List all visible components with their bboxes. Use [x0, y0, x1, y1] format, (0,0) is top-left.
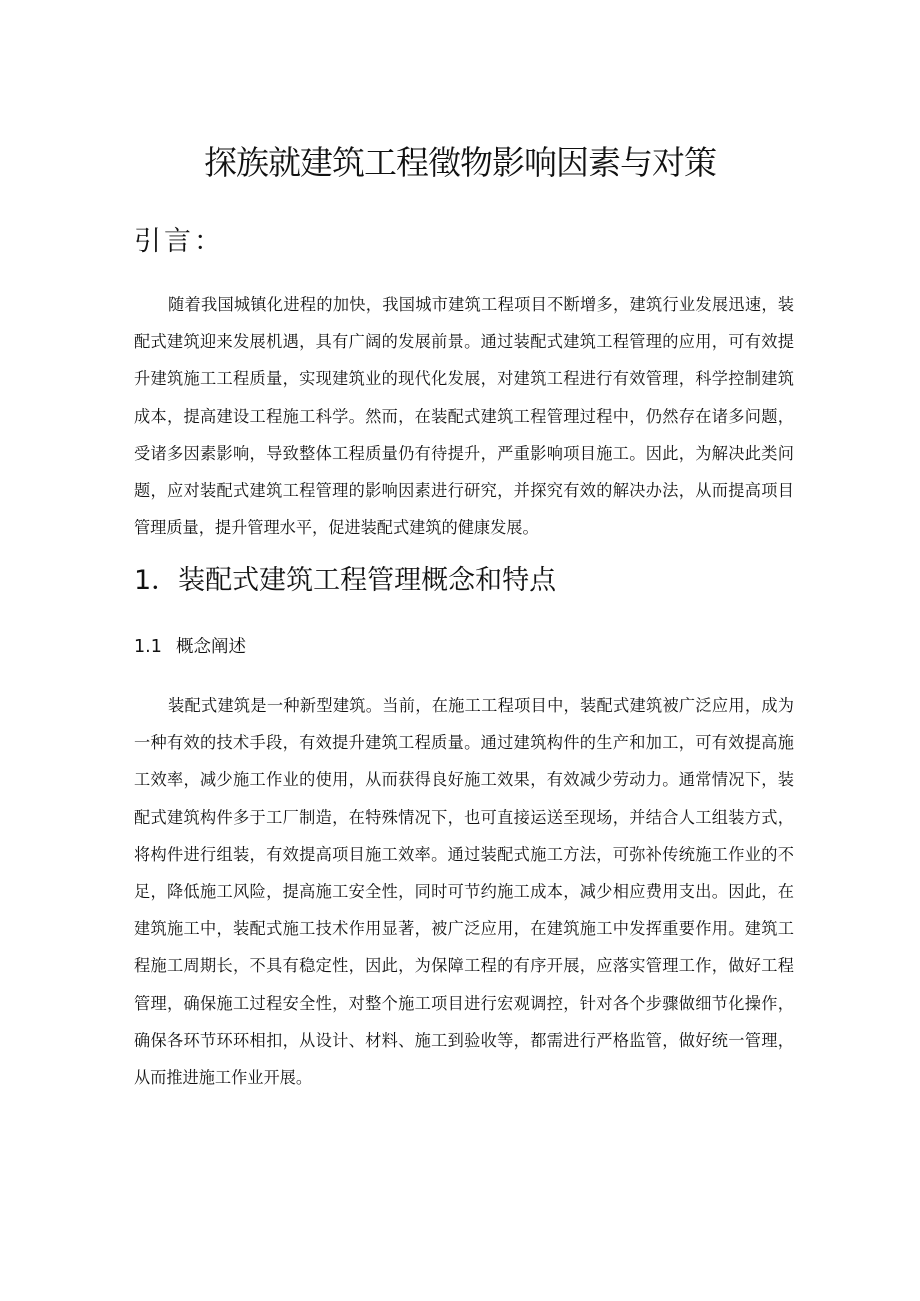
section-1-heading: 1．装配式建筑工程管理概念和特点 — [134, 565, 557, 596]
subsection-1-1-paragraph: 装配式建筑是一种新型建筑。当前，在施工工程项目中，装配式建筑被广泛应用，成为一种有效的技术手段，有效提升建筑工程质量。通过建筑构件的生产和加工，可有效提高施工效率，减少施工作业的使用，从而获得良好施工效果，有效减少劳动力。通常情况下，装配式建筑构件多于工厂制造，在特殊情况下，也可直接运送至现场，并结合人工组装方式，将构件进行组装，有效提高项目施工效率。通过装配式施工方法，可弥补传统施工作业的不足，降低施工风险，提高施工安全性，同时可节约施工成本，减少相应费用支出。因此，在建筑施工中，装配式施工技术作用显著，被广泛应用，在建筑施工中发挥重要作用。建筑工程施工周期长，不具有稳定性，因此，为保障工程的有序开展，应落实管理工作，做好工程管理，确保施工过程安全性，对整个施工项目进行宏观调控，针对各个步骤做细节化操作，确保各环节环环相扣，从设计、材料、施工到验收等，都需进行严格监管，做好统一管理，从而推进施工作业开展。 — [134, 696, 794, 1088]
subsection-title: 概念阐述 — [176, 637, 246, 657]
document-title: 探族就建筑工程徵物影响因素与对策 — [204, 143, 716, 182]
intro-heading: 引言： — [134, 226, 224, 257]
intro-paragraph: 随着我国城镇化进程的加快，我国城市建筑工程项目不断增多，建筑行业发展迅速，装配式建筑迎来发展机遇，具有广阔的发展前景。通过装配式建筑工程管理的应用，可有效提升建筑施工工程质量，实现建筑业的现代化发展，对建筑工程进行有效管理，科学控制建筑成本，提高建设工程施工科学。然而，在装配式建筑工程管理过程中，仍然存在诸多问题，受诸多因素影响，导致整体工程质量仍有待提升，严重影响项目施工。因此，为解决此类问题，应对装配式建筑工程管理的影响因素进行研究，并探究有效的解决办法，从而提高项目管理质量，提升管理水平，促进装配式建筑的健康发展。 — [134, 295, 794, 538]
subsection-1-1-heading — [134, 632, 246, 662]
subsection-number: 1.1 — [134, 637, 162, 657]
